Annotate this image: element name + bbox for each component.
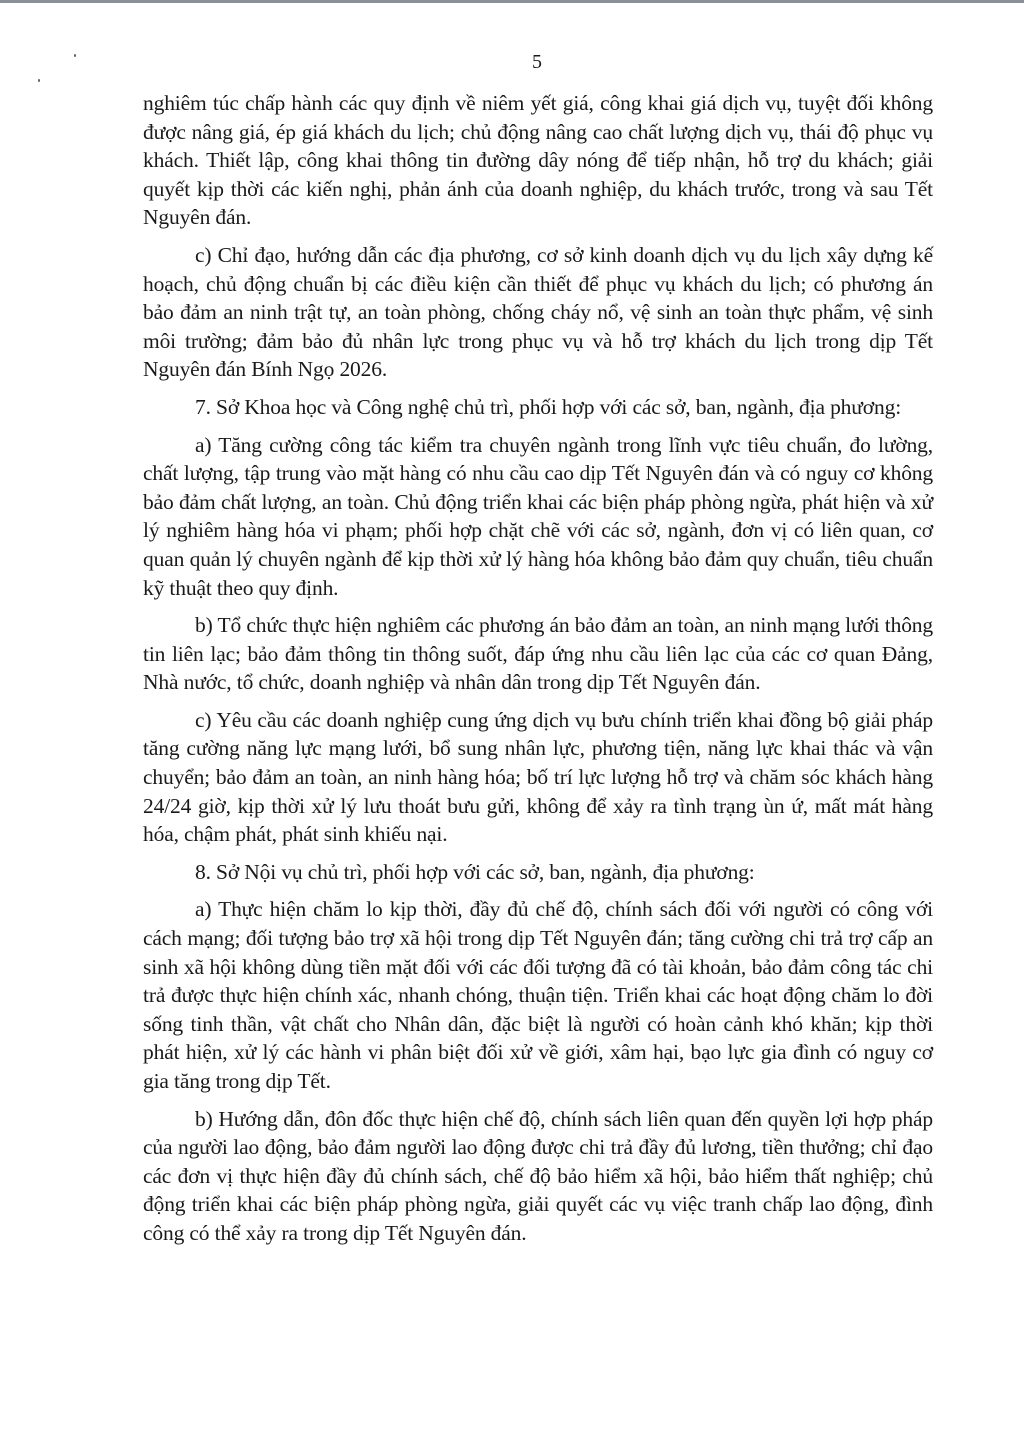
scan-top-edge — [0, 0, 1024, 3]
scan-speck — [38, 79, 40, 82]
document-body — [143, 89, 933, 1257]
paragraph-8b: b) Hướng dẫn, đôn đốc thực hiện chế độ, chính sách liên quan đến quyền lợi hợp pháp của người lao động, bảo đảm người lao động được chi trả đầy đủ lương, tiền thưởng; chỉ đạo các đơn vị thực hiện đầy đủ chính sách, chế độ bảo hiểm xã hội, bảo hiểm thất nghiệp; chủ động triển khai các biện pháp phòng ngừa, giải quyết các vụ việc tranh chấp lao động, đình công có thể xảy ra trong dịp Tết Nguyên đán. — [143, 1106, 933, 1245]
paragraph-7a: a) Tăng cường công tác kiểm tra chuyên ngành trong lĩnh vực tiêu chuẩn, đo lường, chất lượng, tập trung vào mặt hàng có nhu cầu cao dịp Tết Nguyên đán và có nguy cơ không bảo đảm chất lượng, an toàn. Chủ động triển khai các biện pháp phòng ngừa, phát hiện và xử lý nghiêm hàng hóa vi phạm; phối hợp chặt chẽ với các sở, ngành, đơn vị có liên quan, cơ quan quản lý chuyên ngành để kịp thời xử lý hàng hóa không bảo đảm quy chuẩn, tiêu chuẩn kỹ thuật theo quy định. — [143, 432, 933, 600]
section-8-heading: 8. Sở Nội vụ chủ trì, phối hợp với các sở, ban, ngành, địa phương: — [195, 859, 755, 884]
section-7-heading: 7. Sở Khoa học và Công nghệ chủ trì, phối hợp với các sở, ban, ngành, địa phương: — [195, 394, 902, 419]
paragraph-7b: b) Tổ chức thực hiện nghiêm các phương án bảo đảm an toàn, an ninh mạng lưới thông tin liên lạc; bảo đảm thông tin thông suốt, đáp ứng nhu cầu liên lạc của các cơ quan Đảng, Nhà nước, tổ chức, doanh nghiệp và nhân dân trong dịp Tết Nguyên đán. — [143, 613, 933, 695]
paragraph-6c: c) Chỉ đạo, hướng dẫn các địa phương, cơ sở kinh doanh dịch vụ du lịch xây dựng kế hoạch, chủ động chuẩn bị các điều kiện cần thiết để phục vụ khách du lịch; có phương án bảo đảm an ninh trật tự, an toàn phòng, chống cháy nổ, vệ sinh an toàn thực phẩm, vệ sinh môi trường; đảm bảo đủ nhân lực trong phục vụ và hỗ trợ khách du lịch trong dịp Tết Nguyên đán Bính Ngọ 2026. — [143, 242, 933, 382]
paragraph-8a: a) Thực hiện chăm lo kịp thời, đầy đủ chế độ, chính sách đối với người có công với cách mạng; đối tượng bảo trợ xã hội trong dịp Tết Nguyên đán; tăng cường chi trả trợ cấp an sinh xã hội không dùng tiền mặt đối với các đối tượng đã có tài khoản, bảo đảm công tác chi trả được thực hiện chính xác, nhanh chóng, thuận tiện. Triển khai các hoạt động chăm lo đời sống tinh thần, vật chất cho Nhân dân, đặc biệt là người có hoàn cảnh khó khăn; kịp thời phát hiện, xử lý các hành vi phân biệt đối xử về giới, xâm hại, bạo lực gia đình có nguy cơ gia tăng trong dịp Tết. — [143, 897, 933, 1093]
paragraph-7c: c) Yêu cầu các doanh nghiệp cung ứng dịch vụ bưu chính triển khai đồng bộ giải pháp tăng cường năng lực mạng lưới, bổ sung nhân lực, phương tiện, năng lực khai thác và vận chuyển; bảo đảm an toàn, an ninh hàng hóa; bố trí lực lượng hỗ trợ và chăm sóc khách hàng 24/24 giờ, kịp thời xử lý lưu thoát bưu gửi, không để xảy ra tình trạng ùn ứ, mất mát hàng hóa, chậm phát, phát sinh khiếu nại. — [143, 707, 933, 847]
page-number: 5 — [532, 51, 542, 73]
paragraph-continuation: nghiêm túc chấp hành các quy định về niêm yết giá, công khai giá dịch vụ, tuyệt đối không được nâng giá, ép giá khách du lịch; chủ động nâng cao chất lượng dịch vụ, thái độ phục vụ khách. Thiết lập, công khai thông tin đường dây nóng để tiếp nhận, hỗ trợ du khách; giải quyết kịp thời các kiến nghị, phản ánh của doanh nghiệp, du khách trước, trong và sau Tết Nguyên đán. — [143, 91, 933, 230]
